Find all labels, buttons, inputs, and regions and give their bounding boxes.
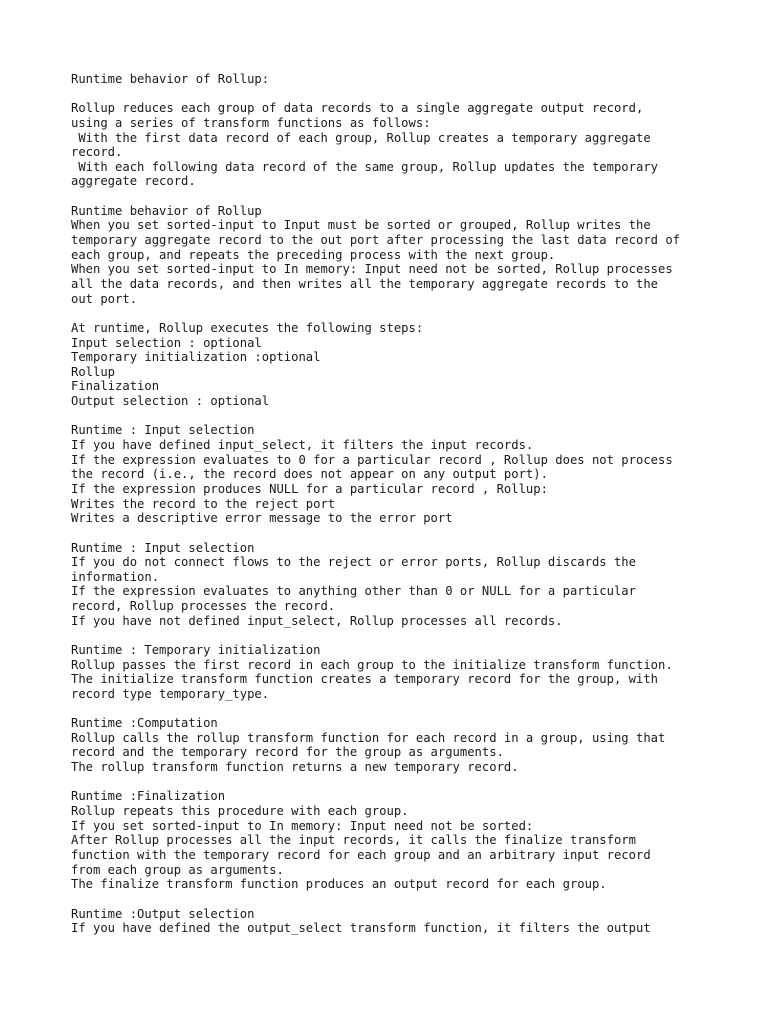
text-line: record type temporary_type. bbox=[71, 686, 270, 701]
text-line: record. bbox=[71, 145, 123, 160]
text-line: the record (i.e., the record does not appear on any output port). bbox=[71, 467, 548, 482]
text-line: Runtime : Input selection bbox=[71, 423, 255, 438]
text-line: temporary aggregate record to the out port after processing the last data record of bbox=[71, 233, 681, 248]
text-line: record, Rollup processes the record. bbox=[71, 599, 336, 614]
text-line: Runtime : Input selection bbox=[71, 540, 255, 555]
text-line: The finalize transform function produces an output record for each group. bbox=[71, 877, 607, 892]
text-line: Rollup passes the first record in each group to the initialize transform function. bbox=[71, 657, 673, 672]
blank-line bbox=[71, 775, 731, 790]
text-line: Input selection : optional bbox=[71, 335, 262, 350]
text-line: Temporary initialization :optional bbox=[71, 350, 321, 365]
blank-line bbox=[71, 526, 731, 541]
text-line: If the expression evaluates to 0 for a particular record , Rollup does not process bbox=[71, 452, 673, 467]
document-body bbox=[71, 72, 731, 936]
text-line: using a series of transform functions as follows: bbox=[71, 115, 431, 130]
text-line: Output selection : optional bbox=[71, 394, 270, 409]
blank-line bbox=[71, 628, 731, 643]
text-line: each group, and repeats the preceding process with the next group. bbox=[71, 247, 556, 262]
text-line: If you have defined input_select, it filters the input records. bbox=[71, 438, 534, 453]
text-line: Rollup reduces each group of data records to a single aggregate output record, bbox=[71, 101, 644, 116]
text-line: from each group as arguments. bbox=[71, 862, 284, 877]
text-line: out port. bbox=[71, 291, 138, 306]
text-line: Runtime :Finalization bbox=[71, 789, 226, 804]
text-line: At runtime, Rollup executes the following steps: bbox=[71, 320, 424, 335]
text-line: If you have not defined input_select, Rollup processes all records. bbox=[71, 613, 563, 628]
text-line: With each following data record of the same group, Rollup updates the temporary bbox=[71, 159, 658, 174]
blank-line bbox=[71, 306, 731, 321]
text-line: Rollup calls the rollup transform function for each record in a group, using that bbox=[71, 730, 666, 745]
text-line: Runtime : Temporary initialization bbox=[71, 642, 321, 657]
text-line: record and the temporary record for the group as arguments. bbox=[71, 745, 504, 760]
text-line: Finalization bbox=[71, 379, 160, 394]
text-line: Writes the record to the reject port bbox=[71, 496, 336, 511]
text-line: When you set sorted-input to Input must be sorted or grouped, Rollup writes the bbox=[71, 218, 651, 233]
blank-line bbox=[71, 409, 731, 424]
text-line: Rollup repeats this procedure with each group. bbox=[71, 804, 409, 819]
text-line: Runtime behavior of Rollup: bbox=[71, 72, 270, 86]
text-line: If you do not connect flows to the reject or error ports, Rollup discards the bbox=[71, 555, 636, 570]
text-line: If you set sorted-input to In memory: Input need not be sorted: bbox=[71, 818, 534, 833]
text-line: function with the temporary record for each group and an arbitrary input record bbox=[71, 847, 651, 862]
text-line: Writes a descriptive error message to the error port bbox=[71, 511, 453, 526]
blank-line bbox=[71, 892, 731, 907]
text-line: aggregate record. bbox=[71, 174, 196, 189]
text-line: all the data records, and then writes all the temporary aggregate records to the bbox=[71, 276, 658, 291]
text-line: After Rollup processes all the input records, it calls the finalize transform bbox=[71, 833, 636, 848]
text-line: The rollup transform function returns a new temporary record. bbox=[71, 760, 519, 775]
text-line: With the first data record of each group, Rollup creates a temporary aggregate bbox=[71, 130, 651, 145]
blank-line bbox=[71, 189, 731, 204]
text-line: Rollup bbox=[71, 364, 116, 379]
text-line: If you have defined the output_select transform function, it filters the output bbox=[71, 921, 651, 936]
text-line: Runtime :Computation bbox=[71, 716, 218, 731]
blank-line bbox=[71, 87, 731, 102]
text-line: If the expression evaluates to anything other than 0 or NULL for a particular bbox=[71, 584, 636, 599]
text-line: The initialize transform function creates a temporary record for the group, with bbox=[71, 672, 658, 687]
blank-line bbox=[71, 702, 731, 717]
text-line: When you set sorted-input to In memory: Input need not be sorted, Rollup processes bbox=[71, 262, 673, 277]
text-line: If the expression produces NULL for a particular record , Rollup: bbox=[71, 481, 548, 496]
text-line: Runtime :Output selection bbox=[71, 906, 255, 921]
text-line: information. bbox=[71, 569, 160, 584]
text-line: Runtime behavior of Rollup bbox=[71, 203, 262, 218]
